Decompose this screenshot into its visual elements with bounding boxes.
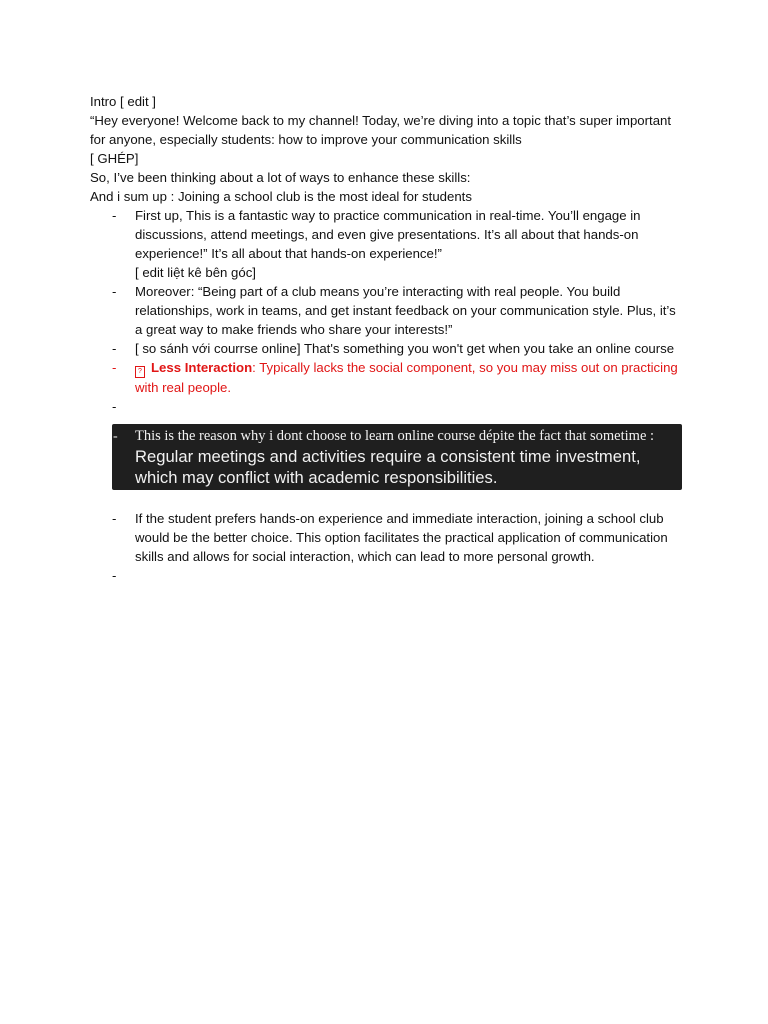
spacer bbox=[90, 416, 680, 424]
list-item bbox=[90, 339, 680, 358]
bullet-dash: - bbox=[112, 341, 117, 356]
list-item bbox=[90, 282, 680, 339]
bullet-list bbox=[90, 206, 680, 416]
list-item-text: [ so sánh với courrse online] That's something you won't get when you take an online course bbox=[135, 341, 675, 356]
bullet-dash: - bbox=[112, 360, 117, 375]
missing-glyph-box-icon: ? bbox=[135, 366, 145, 378]
bullet-dash: - bbox=[113, 429, 118, 444]
less-interaction-term: Less Interaction bbox=[151, 360, 253, 375]
list-item-text: First up, This is a fantastic way to practice communication in real-time. You’ll engage in discussions, attend meetings, and even give presentations. It’s all about that hands-on experience!” It’s all about that hands-on experience!” bbox=[135, 208, 641, 261]
list-item-less-interaction bbox=[90, 358, 680, 397]
less-interaction-text: : Typically lacks the social component, so you may miss out on practicing with real people. bbox=[135, 360, 678, 395]
intro-quote: “Hey everyone! Welcome back to my channel! Today, we’re diving into a topic that’s super important for anyone, especially students: how to improve your communication skills bbox=[90, 113, 672, 147]
highlight-sans-text: Regular meetings and activities require a consistent time investment, which may conflict with academic responsibilities. bbox=[135, 447, 641, 487]
bullet-list-after bbox=[90, 509, 680, 585]
bullet-dash: - bbox=[112, 208, 117, 223]
list-item bbox=[90, 206, 680, 282]
bullet-dash: - bbox=[112, 511, 117, 526]
document-body bbox=[90, 92, 680, 585]
edit-note: [ edit liệt kê bên góc] bbox=[135, 265, 256, 280]
bullet-dash: - bbox=[112, 568, 117, 583]
highlighted-paragraph bbox=[112, 424, 682, 490]
intro-heading: Intro [ edit ] bbox=[90, 94, 156, 109]
list-item-empty bbox=[90, 397, 680, 416]
list-item bbox=[90, 509, 680, 566]
bullet-dash: - bbox=[112, 399, 117, 414]
list-item-text: If the student prefers hands-on experience and immediate interaction, joining a school club would be the better choice. This option facilitates the practical application of communication skills and allows for social interaction, which can lead to more personal growth. bbox=[135, 511, 668, 564]
ghep-note: [ GHÉP] bbox=[90, 151, 139, 166]
thinking-line: So, I’ve been thinking about a lot of ways to enhance these skills: bbox=[90, 170, 471, 185]
sum-up-line: And i sum up : Joining a school club is the most ideal for students bbox=[90, 189, 472, 204]
list-item-text bbox=[135, 358, 680, 397]
list-item-empty bbox=[90, 566, 680, 585]
bullet-dash: - bbox=[112, 284, 117, 299]
highlight-serif-text: This is the reason why i dont choose to learn online course dépite the fact that sometime : bbox=[135, 428, 655, 444]
list-item-text: Moreover: “Being part of a club means you’re interacting with real people. You build relationships, work in teams, and get instant feedback on your communication style. Plus, it’s a great way to make friends who share your interests!” bbox=[135, 284, 676, 337]
